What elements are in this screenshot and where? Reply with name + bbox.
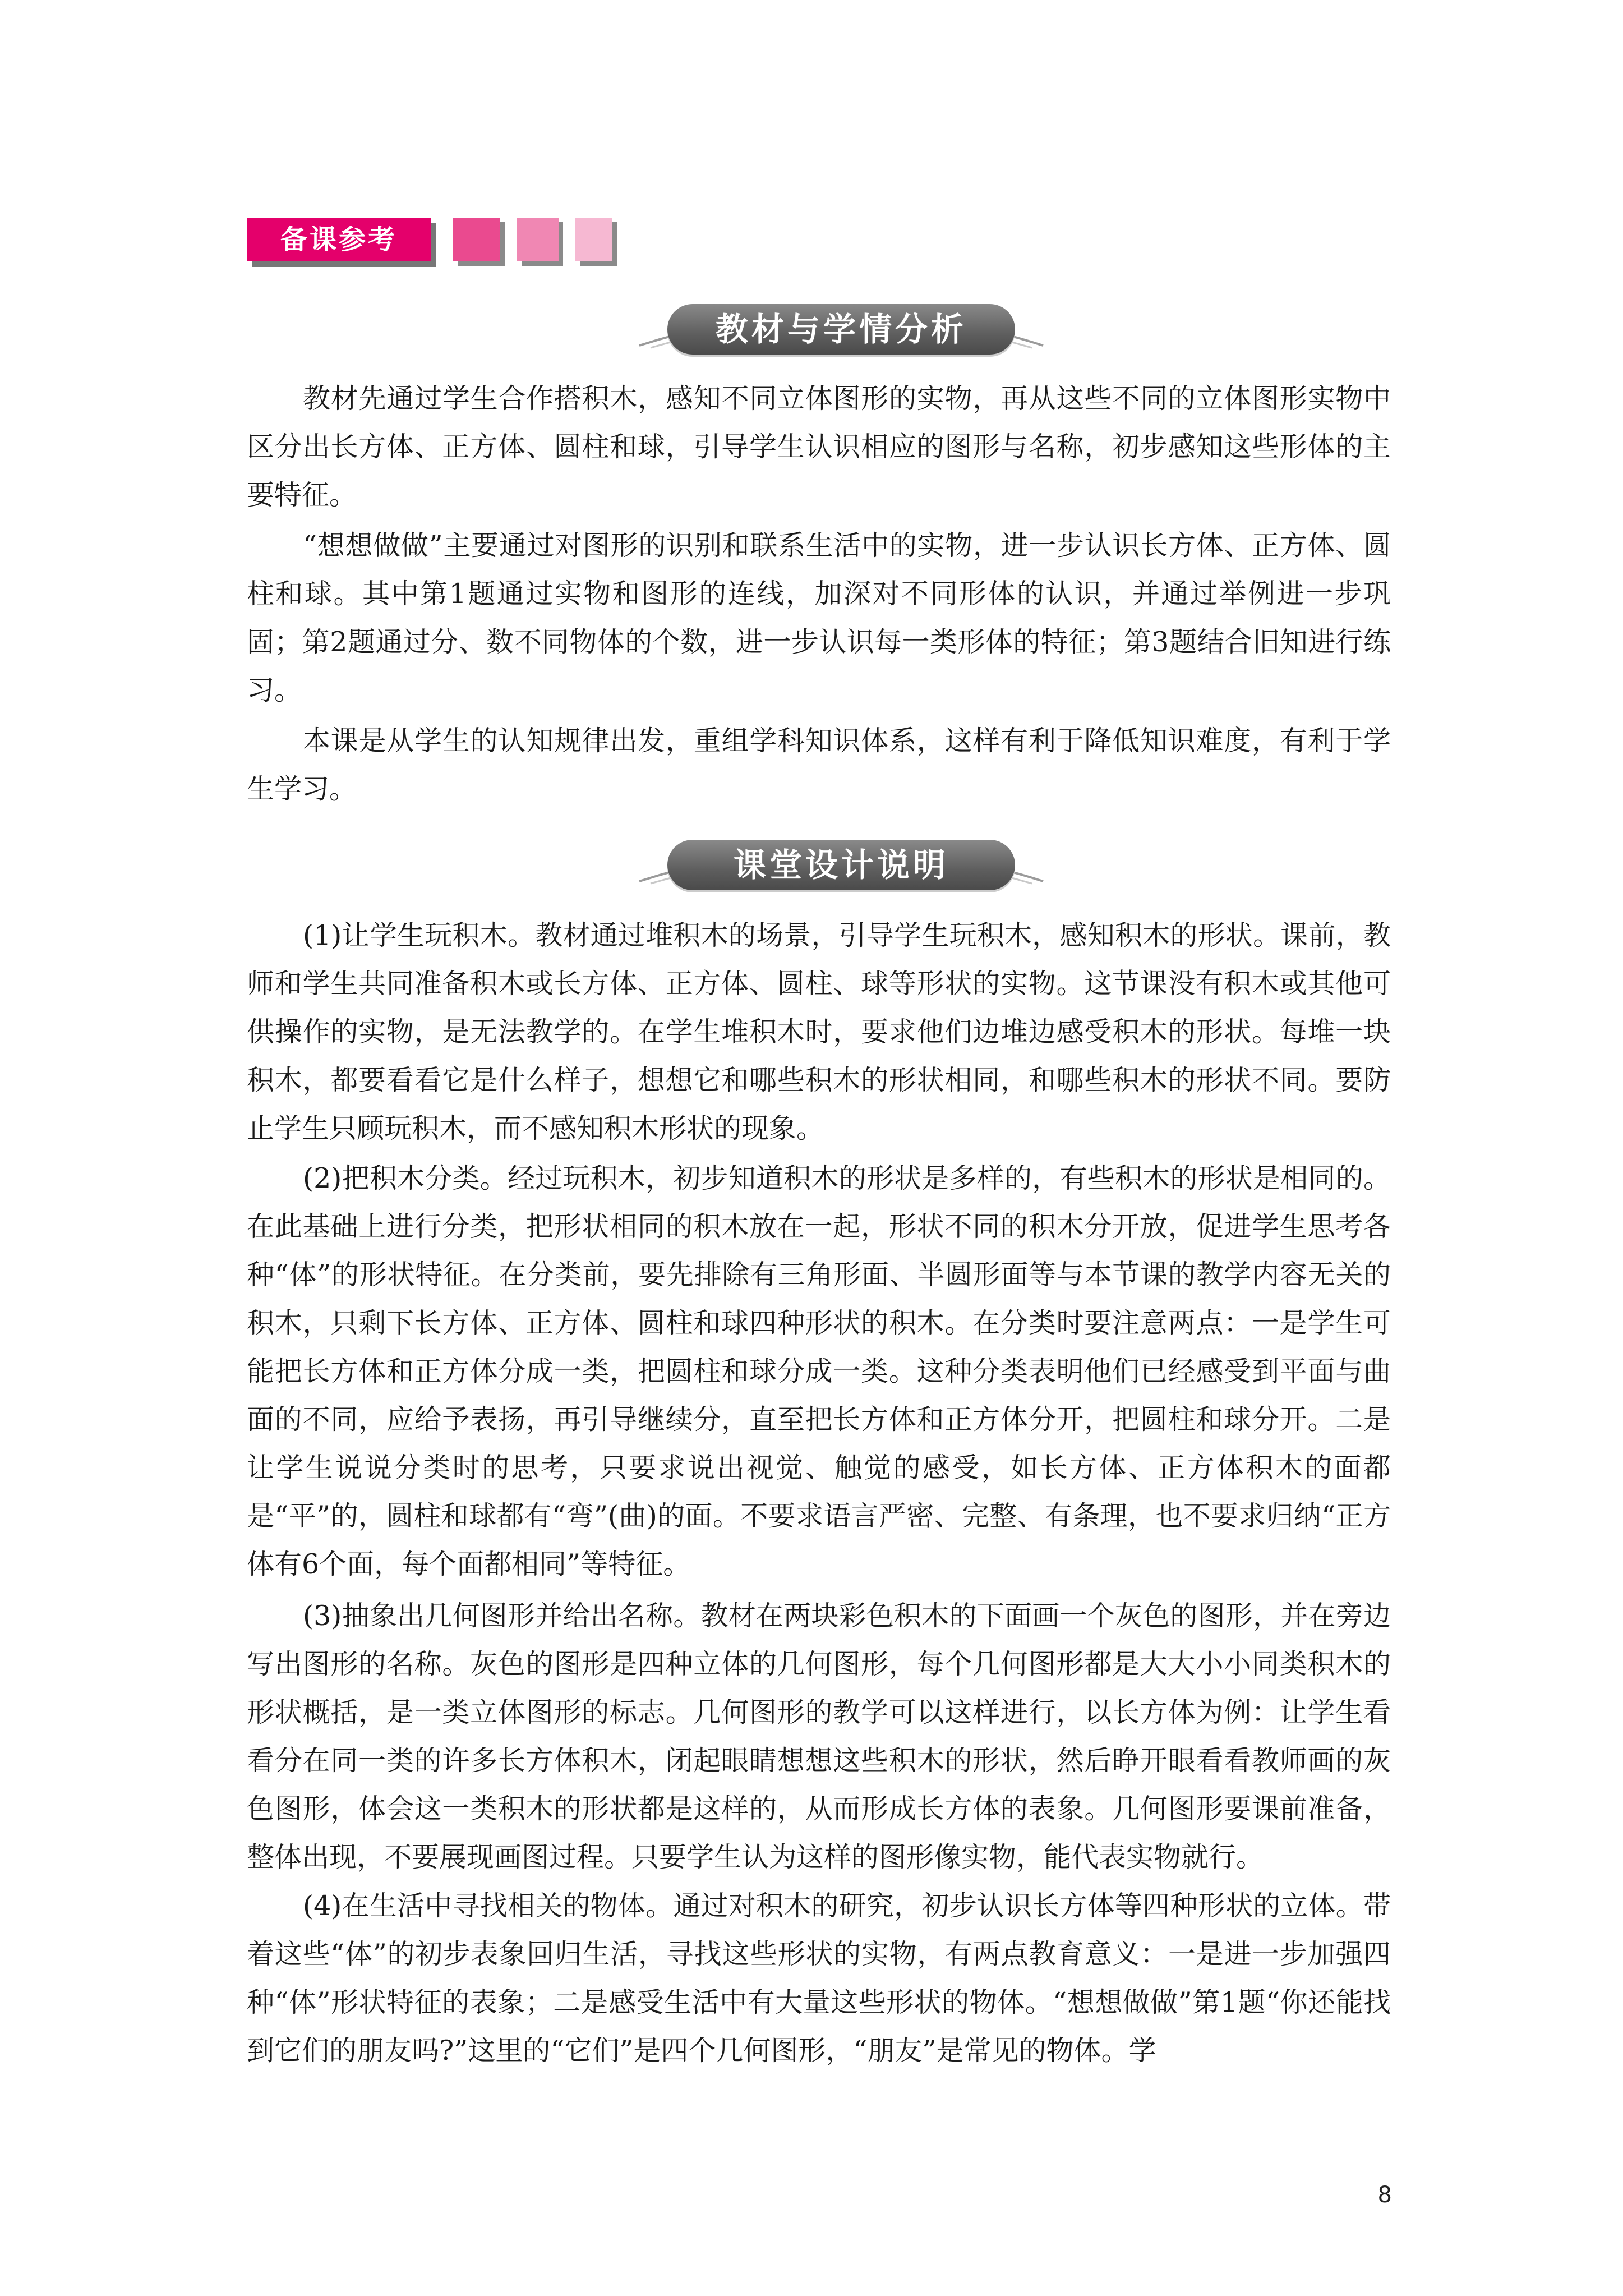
- tab-decor-square-3: [575, 218, 612, 261]
- tab-decor-square-1: [453, 218, 500, 261]
- section-heading-class-design: [628, 827, 1054, 895]
- page-number: 8: [1377, 2182, 1392, 2208]
- tab-decor-square-2: [517, 218, 559, 261]
- paragraph: 教材先通过学生合作搭积木，感知不同立体图形的实物，再从这些不同的立体图形实物中区分出长方体、正方体、圆柱和球，引导学生认识相应的图形与名称，初步感知这些形体的主要特征。: [247, 383, 1391, 511]
- lesson-prep-label: 备课参考: [247, 218, 431, 261]
- lesson-prep-tab: [247, 218, 612, 267]
- paragraph: (2)把积木分类。经过玩积木，初步知道积木的形状是多样的，有些积木的形状是相同的。在此基础上进行分类，把形状相同的积木放在一起，形状不同的积木分开放，促进学生思考各种“体”的形状特征。在分类前，要先排除有三角形面、半圆形面等与本节课的教学内容无关的积木，只剩下长方体、正方体、圆柱和球四种形状的积木。在分类时要注意两点：一是学生可能把长方体和正方体分成一类，把圆柱和球分成一类。这种分类表明他们已经感受到平面与曲面的不同，应给予表扬，再引导继续分，直至把长方体和正方体分开，把圆柱和球分开。二是让学生说说分类时的思考，只要求说出视觉、触觉的感受，如长方体、正方体积木的面都是“平”的，圆柱和球都有“弯”(曲)的面。不要求语言严密、完整、有条理，也不要求归纳“正方体有6个面，每个面都相同”等特征。: [247, 1162, 1391, 1580]
- section-title: 课堂设计说明: [667, 840, 1015, 890]
- section-title: 教材与学情分析: [667, 304, 1015, 355]
- paragraph: (3)抽象出几何图形并给出名称。教材在两块彩色积木的下面画一个灰色的图形，并在旁边写出图形的名称。灰色的图形是四种立体的几何图形，每个几何图形都是大大小小同类积木的形状概括，是一类立体图形的标志。几何图形的教学可以这样进行，以长方体为例：让学生看看分在同一类的许多长方体积木，闭起眼睛想想这些积木的形状，然后睁开眼看看教师画的灰色图形，体会这一类积木的形状都是这样的，从而形成长方体的表象。几何图形要课前准备，整体出现，不要展现画图过程。只要学生认为这样的图形像实物，能代表实物就行。: [247, 1600, 1391, 1873]
- paragraph: (4)在生活中寻找相关的物体。通过对积木的研究，初步认识长方体等四种形状的立体。带着这些“体”的初步表象回归生活，寻找这些形状的实物，有两点教育意义：一是进一步加强四种“体”形状特征的表象；二是感受生活中有大量这些形状的物体。“想想做做”第1题“你还能找到它们的朋友吗?”这里的“它们”是四个几何图形，“朋友”是常见的物体。学: [247, 1890, 1391, 2067]
- paragraph: (1)让学生玩积木。教材通过堆积木的场景，引导学生玩积木，感知积木的形状。课前，教师和学生共同准备积木或长方体、正方体、圆柱、球等形状的实物。这节课没有积木或其他可供操作的实物，是无法教学的。在学生堆积木时，要求他们边堆边感受积木的形状。每堆一块积木，都要看看它是什么样子，想想它和哪些积木的形状相同，和哪些积木的形状不同。要防止学生只顾玩积木，而不感知积木形状的现象。: [247, 919, 1391, 1144]
- paragraph: 本课是从学生的认知规律出发，重组学科知识体系，这样有利于降低知识难度，有利于学生学习。: [247, 725, 1391, 805]
- section-heading-textbook-analysis: [628, 292, 1054, 359]
- paragraph: “想想做做”主要通过对图形的识别和联系生活中的实物，进一步认识长方体、正方体、圆柱和球。其中第1题通过实物和图形的连线，加深对不同形体的认识，并通过举例进一步巩固；第2题通过分、数不同物体的个数，进一步认识每一类形体的特征；第3题结合旧知进行练习。: [247, 530, 1391, 706]
